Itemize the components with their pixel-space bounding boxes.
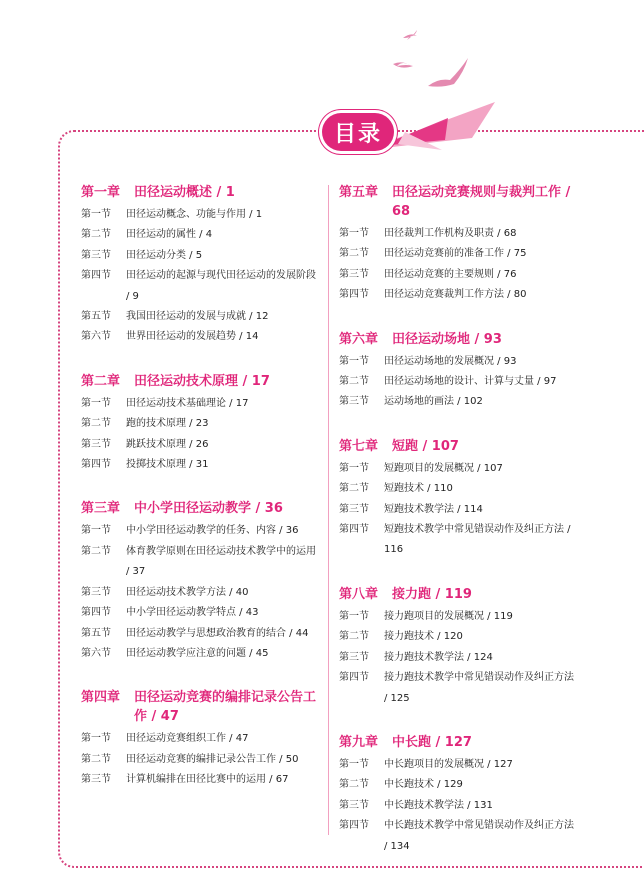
section-title: 田径运动技术基础理论 / 17 bbox=[126, 397, 249, 409]
section-number: 第一节 bbox=[81, 525, 111, 537]
chapter-heading[interactable] bbox=[339, 330, 579, 349]
section-number: 第三节 bbox=[81, 586, 111, 598]
section-title: 中长跑技术教学法 / 131 bbox=[384, 799, 493, 811]
toc-chapter bbox=[81, 372, 321, 476]
section-title: 短跑技术教学中常见错误动作及纠正方法 / 116 bbox=[384, 524, 571, 556]
section-number: 第一节 bbox=[81, 397, 111, 409]
toc-section-entry[interactable] bbox=[339, 459, 579, 479]
section-number: 第一节 bbox=[81, 209, 111, 220]
toc-chapter bbox=[339, 585, 579, 709]
bird-icon bbox=[393, 62, 413, 67]
toc-section-entry[interactable] bbox=[81, 225, 321, 245]
section-title: 接力跑技术教学中常见错误动作及纠正方法 / 125 bbox=[384, 672, 574, 704]
section-title: 田径运动竞赛的主要规则 / 76 bbox=[384, 268, 517, 280]
chapter-number: 第八章 bbox=[339, 586, 379, 602]
toc-section-entry[interactable] bbox=[339, 648, 579, 668]
section-title: 短跑技术教学法 / 114 bbox=[384, 503, 483, 515]
toc-section-entry[interactable] bbox=[81, 583, 321, 603]
toc-section-entry[interactable] bbox=[339, 285, 579, 305]
section-title: 跑的技术原理 / 23 bbox=[126, 418, 209, 430]
section-number: 第六节 bbox=[81, 331, 111, 343]
section-number: 第三节 bbox=[81, 249, 111, 261]
section-number: 第四节 bbox=[339, 289, 369, 301]
bird-icon bbox=[403, 30, 417, 40]
section-title: 接力跑项目的发展概况 / 119 bbox=[384, 610, 513, 622]
toc-section-entry[interactable] bbox=[81, 770, 321, 790]
section-number: 第二节 bbox=[339, 779, 369, 791]
chapter-heading[interactable] bbox=[339, 437, 579, 456]
chapter-title: 田径运动竞赛规则与裁判工作 / 68 bbox=[392, 185, 571, 219]
section-title: 接力跑技术教学法 / 124 bbox=[384, 651, 493, 663]
chapter-title: 中小学田径运动教学 / 36 bbox=[134, 501, 283, 517]
chapter-title: 田径运动竞赛的编排记录公告工作 / 47 bbox=[134, 690, 317, 725]
section-title: 运动场地的画法 / 102 bbox=[384, 396, 483, 408]
page-title: 目录 bbox=[322, 113, 394, 151]
chapter-heading[interactable] bbox=[339, 733, 579, 752]
toc-left-column bbox=[81, 183, 321, 815]
toc-chapter bbox=[339, 330, 579, 413]
toc-section-entry[interactable] bbox=[81, 729, 321, 749]
toc-section-entry[interactable] bbox=[339, 816, 579, 857]
toc-section-entry[interactable] bbox=[81, 624, 321, 644]
chapter-heading[interactable] bbox=[339, 585, 579, 604]
section-title: 田径运动教学与思想政治教育的结合 / 44 bbox=[126, 627, 309, 639]
chapter-number: 第二章 bbox=[81, 373, 121, 389]
section-number: 第四节 bbox=[339, 524, 369, 536]
toc-section-entry[interactable] bbox=[81, 435, 321, 455]
toc-section-entry[interactable] bbox=[81, 307, 321, 327]
section-number: 第四节 bbox=[81, 270, 111, 282]
section-title: 接力跑技术 / 120 bbox=[384, 631, 463, 643]
bird-icon bbox=[428, 58, 468, 87]
section-number: 第二节 bbox=[339, 483, 369, 495]
section-title: 世界田径运动的发展趋势 / 14 bbox=[126, 331, 259, 343]
toc-section-entry[interactable] bbox=[339, 668, 579, 709]
toc-section-entry[interactable] bbox=[339, 500, 579, 520]
section-title: 田径运动的起源与现代田径运动的发展阶段 / 9 bbox=[126, 270, 316, 302]
toc-section-entry[interactable] bbox=[339, 352, 579, 372]
chapter-title: 接力跑 / 119 bbox=[392, 586, 472, 602]
toc-section-entry[interactable] bbox=[81, 644, 321, 664]
toc-section-entry[interactable] bbox=[81, 246, 321, 266]
section-number: 第一节 bbox=[339, 355, 369, 367]
toc-section-entry[interactable] bbox=[339, 392, 579, 412]
chapter-title: 田径运动技术原理 / 17 bbox=[134, 373, 270, 389]
chapter-number: 第六章 bbox=[339, 331, 379, 347]
section-title: 我国田径运动的发展与成就 / 12 bbox=[126, 311, 269, 323]
column-divider bbox=[328, 185, 329, 835]
section-title: 田径运动场地的发展概况 / 93 bbox=[384, 355, 517, 367]
section-number: 第三节 bbox=[339, 268, 369, 280]
section-title: 田径运动概念、功能与作用 / 1 bbox=[126, 209, 263, 220]
section-title: 田径运动教学应注意的问题 / 45 bbox=[126, 647, 269, 659]
toc-section-entry[interactable] bbox=[81, 414, 321, 434]
chapter-heading[interactable] bbox=[81, 499, 321, 518]
section-number: 第五节 bbox=[81, 311, 111, 323]
toc-section-entry[interactable] bbox=[339, 479, 579, 499]
chapter-number: 第三章 bbox=[81, 501, 121, 517]
toc-section-entry[interactable] bbox=[339, 775, 579, 795]
section-number: 第三节 bbox=[339, 651, 369, 663]
section-number: 第一节 bbox=[81, 733, 111, 745]
section-title: 体育教学原则在田径运动技术教学中的运用 / 37 bbox=[126, 545, 316, 578]
toc-section-entry[interactable] bbox=[339, 627, 579, 647]
section-number: 第四节 bbox=[81, 607, 111, 619]
chapter-heading[interactable] bbox=[81, 372, 321, 391]
section-number: 第二节 bbox=[81, 753, 111, 765]
toc-section-entry[interactable] bbox=[339, 224, 579, 244]
toc-section-entry[interactable] bbox=[339, 244, 579, 264]
toc-section-entry[interactable] bbox=[81, 521, 321, 541]
decorative-birds bbox=[0, 0, 644, 170]
section-number: 第二节 bbox=[81, 545, 111, 557]
section-number: 第二节 bbox=[339, 376, 369, 388]
toc-section-entry[interactable] bbox=[81, 750, 321, 770]
toc-section-entry[interactable] bbox=[339, 607, 579, 627]
toc-chapter bbox=[339, 183, 579, 306]
chapter-title: 田径运动概述 / 1 bbox=[134, 185, 235, 200]
section-title: 田径运动分类 / 5 bbox=[126, 249, 203, 261]
section-title: 田径运动竞赛组织工作 / 47 bbox=[126, 733, 249, 745]
chapter-number: 第五章 bbox=[339, 185, 379, 200]
section-title: 田径运动的属性 / 4 bbox=[126, 229, 213, 241]
section-number: 第三节 bbox=[339, 799, 369, 811]
section-title: 中长跑技术 / 129 bbox=[384, 779, 463, 791]
toc-right-column bbox=[339, 183, 579, 881]
chapter-heading[interactable] bbox=[339, 183, 579, 221]
section-number: 第六节 bbox=[81, 647, 111, 659]
section-number: 第三节 bbox=[339, 396, 369, 408]
chapter-title: 田径运动场地 / 93 bbox=[392, 331, 502, 347]
toc-section-entry[interactable] bbox=[339, 265, 579, 285]
section-title: 田径裁判工作机构及职责 / 68 bbox=[384, 228, 517, 239]
section-number: 第二节 bbox=[81, 418, 111, 430]
section-number: 第二节 bbox=[81, 229, 111, 241]
chapter-heading[interactable] bbox=[81, 183, 321, 202]
section-number: 第三节 bbox=[81, 774, 111, 786]
chapter-number: 第九章 bbox=[339, 734, 379, 750]
chapter-number: 第七章 bbox=[339, 438, 379, 454]
section-number: 第四节 bbox=[339, 820, 369, 832]
toc-section-entry[interactable] bbox=[81, 394, 321, 414]
section-title: 短跑技术 / 110 bbox=[384, 483, 453, 495]
toc-chapter bbox=[81, 688, 321, 790]
section-number: 第四节 bbox=[81, 459, 111, 471]
section-number: 第一节 bbox=[339, 228, 369, 239]
section-number: 第五节 bbox=[81, 627, 111, 639]
section-title: 田径运动技术教学方法 / 40 bbox=[126, 586, 249, 598]
section-title: 中长跑项目的发展概况 / 127 bbox=[384, 758, 513, 770]
section-number: 第三节 bbox=[81, 438, 111, 450]
toc-section-entry[interactable] bbox=[339, 796, 579, 816]
section-number: 第二节 bbox=[339, 248, 369, 260]
section-title: 中小学田径运动教学的任务、内容 / 36 bbox=[126, 525, 299, 537]
section-number: 第一节 bbox=[339, 610, 369, 622]
toc-chapter bbox=[81, 183, 321, 348]
section-number: 第一节 bbox=[339, 462, 369, 474]
toc-chapter bbox=[339, 437, 579, 561]
toc-section-entry[interactable] bbox=[81, 266, 321, 307]
toc-section-entry[interactable] bbox=[81, 542, 321, 583]
section-title: 中长跑技术教学中常见错误动作及纠正方法 / 134 bbox=[384, 820, 574, 852]
section-title: 田径运动竞赛前的准备工作 / 75 bbox=[384, 248, 527, 260]
toc-section-entry[interactable] bbox=[81, 205, 321, 225]
toc-section-entry[interactable] bbox=[81, 455, 321, 475]
section-title: 短跑项目的发展概况 / 107 bbox=[384, 462, 503, 474]
section-title: 田径运动竞赛的编排记录公告工作 / 50 bbox=[126, 753, 299, 765]
toc-section-entry[interactable] bbox=[339, 520, 579, 561]
chapter-title: 短跑 / 107 bbox=[392, 438, 459, 454]
section-title: 田径运动场地的设计、计算与丈量 / 97 bbox=[384, 376, 557, 388]
section-number: 第三节 bbox=[339, 503, 369, 515]
section-number: 第二节 bbox=[339, 631, 369, 643]
toc-section-entry[interactable] bbox=[81, 327, 321, 347]
section-title: 田径运动竞赛裁判工作方法 / 80 bbox=[384, 289, 527, 301]
section-title: 计算机编排在田径比赛中的运用 / 67 bbox=[126, 774, 289, 786]
section-title: 跳跃技术原理 / 26 bbox=[126, 438, 209, 450]
section-number: 第四节 bbox=[339, 672, 369, 684]
chapter-title: 中长跑 / 127 bbox=[392, 734, 472, 750]
section-title: 投掷技术原理 / 31 bbox=[126, 459, 209, 471]
section-title: 中小学田径运动教学特点 / 43 bbox=[126, 607, 259, 619]
toc-chapter bbox=[81, 499, 321, 664]
toc-section-entry[interactable] bbox=[81, 603, 321, 623]
toc-section-entry[interactable] bbox=[339, 372, 579, 392]
chapter-heading[interactable] bbox=[81, 688, 321, 726]
chapter-number: 第一章 bbox=[81, 185, 121, 200]
toc-section-entry[interactable] bbox=[339, 755, 579, 775]
chapter-number: 第四章 bbox=[81, 690, 121, 706]
section-number: 第一节 bbox=[339, 758, 369, 770]
toc-chapter bbox=[339, 733, 579, 857]
